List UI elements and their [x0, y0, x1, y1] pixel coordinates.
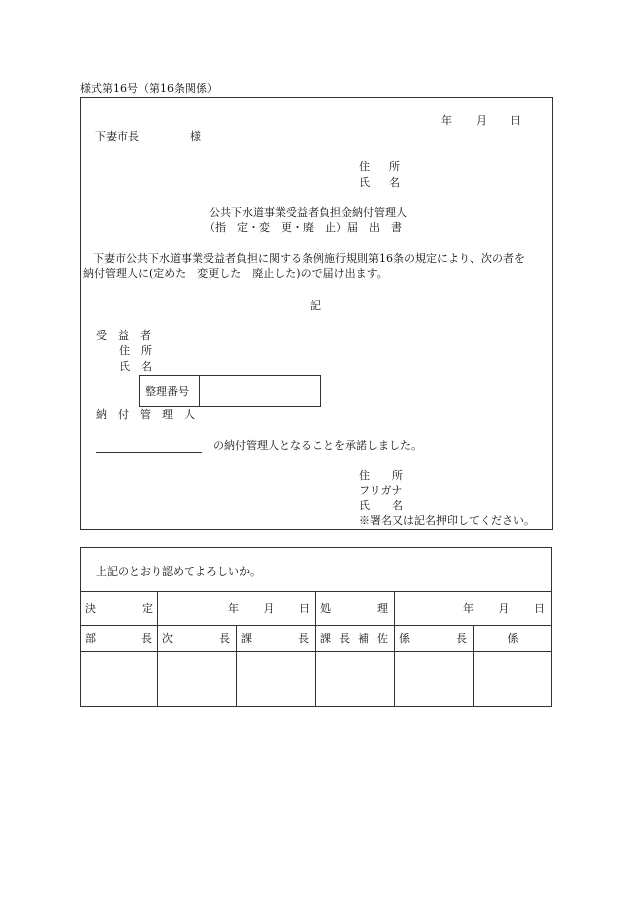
beneficiary-name-label: 氏 名: [119, 360, 152, 373]
stamp-cell-bucho[interactable]: [81, 652, 157, 706]
role-bucho: 部 長: [85, 632, 152, 645]
payment-admin-label: 納 付 管 理 人: [96, 408, 195, 421]
form-id: 様式第16号（第16条関係）: [80, 82, 218, 95]
acceptance-text: の納付管理人となることを承諾しました。: [213, 439, 422, 452]
shori-cell: 処 理: [320, 602, 388, 615]
acceptor-furigana-label: フリガナ: [359, 484, 403, 497]
applicant-address-label: 住 所: [359, 160, 404, 173]
recipient-honorific: 様: [190, 130, 201, 143]
recipient-city: 下妻市長: [95, 130, 139, 143]
seiri-bango-value[interactable]: [202, 378, 318, 404]
role-kakaricho: 係 長: [399, 632, 467, 645]
body-line1: 下妻市公共下水道事業受益者負担に関する条例施行規則第16条の規定により、次の者を: [93, 252, 525, 265]
main-form: [80, 97, 553, 530]
role-jicho: 次 長: [162, 632, 230, 645]
stamp-cell-kacho-hosa[interactable]: [316, 652, 394, 706]
ki-label: 記: [310, 299, 321, 312]
form-title-line2: （指 定・変 更・廃 止）届 出 書: [204, 221, 402, 234]
form-title-line1: 公共下水道事業受益者負担金納付管理人: [209, 206, 407, 219]
seiri-bango-label: 整理番号: [145, 385, 189, 398]
kettei-cell: 決 定: [85, 602, 153, 615]
acceptor-address-label: 住 所: [359, 469, 403, 482]
stamp-cell-kakaricho[interactable]: [395, 652, 473, 706]
body-line2: 納付管理人に(定めた 変更した 廃止した)ので届け出ます。: [83, 267, 388, 280]
role-kacho-hosa: 課 長 補 佐: [320, 632, 388, 645]
stamp-cell-kakari[interactable]: [474, 652, 551, 706]
role-kakari: 係: [507, 632, 519, 645]
kettei-date-cell: 年 月 日: [228, 602, 310, 615]
stamp-cell-kacho[interactable]: [237, 652, 315, 706]
approval-question: 上記のとおり認めてよろしいか。: [96, 565, 261, 578]
shori-date-cell: 年 月 日: [463, 602, 545, 615]
date-month: 月: [476, 114, 487, 127]
acceptance-blank[interactable]: [96, 452, 202, 453]
beneficiary-label: 受 益 者: [96, 329, 151, 342]
acceptor-name-label: 氏 名: [359, 499, 403, 512]
role-kacho: 課 長: [241, 632, 309, 645]
stamp-cell-jicho[interactable]: [158, 652, 236, 706]
date-year: 年: [441, 114, 452, 127]
acceptor-note: ※署名又は記名押印してください。: [359, 514, 535, 527]
applicant-name-label: 氏 名: [359, 176, 404, 189]
date-day: 日: [510, 114, 521, 127]
beneficiary-address-label: 住 所: [119, 344, 152, 357]
